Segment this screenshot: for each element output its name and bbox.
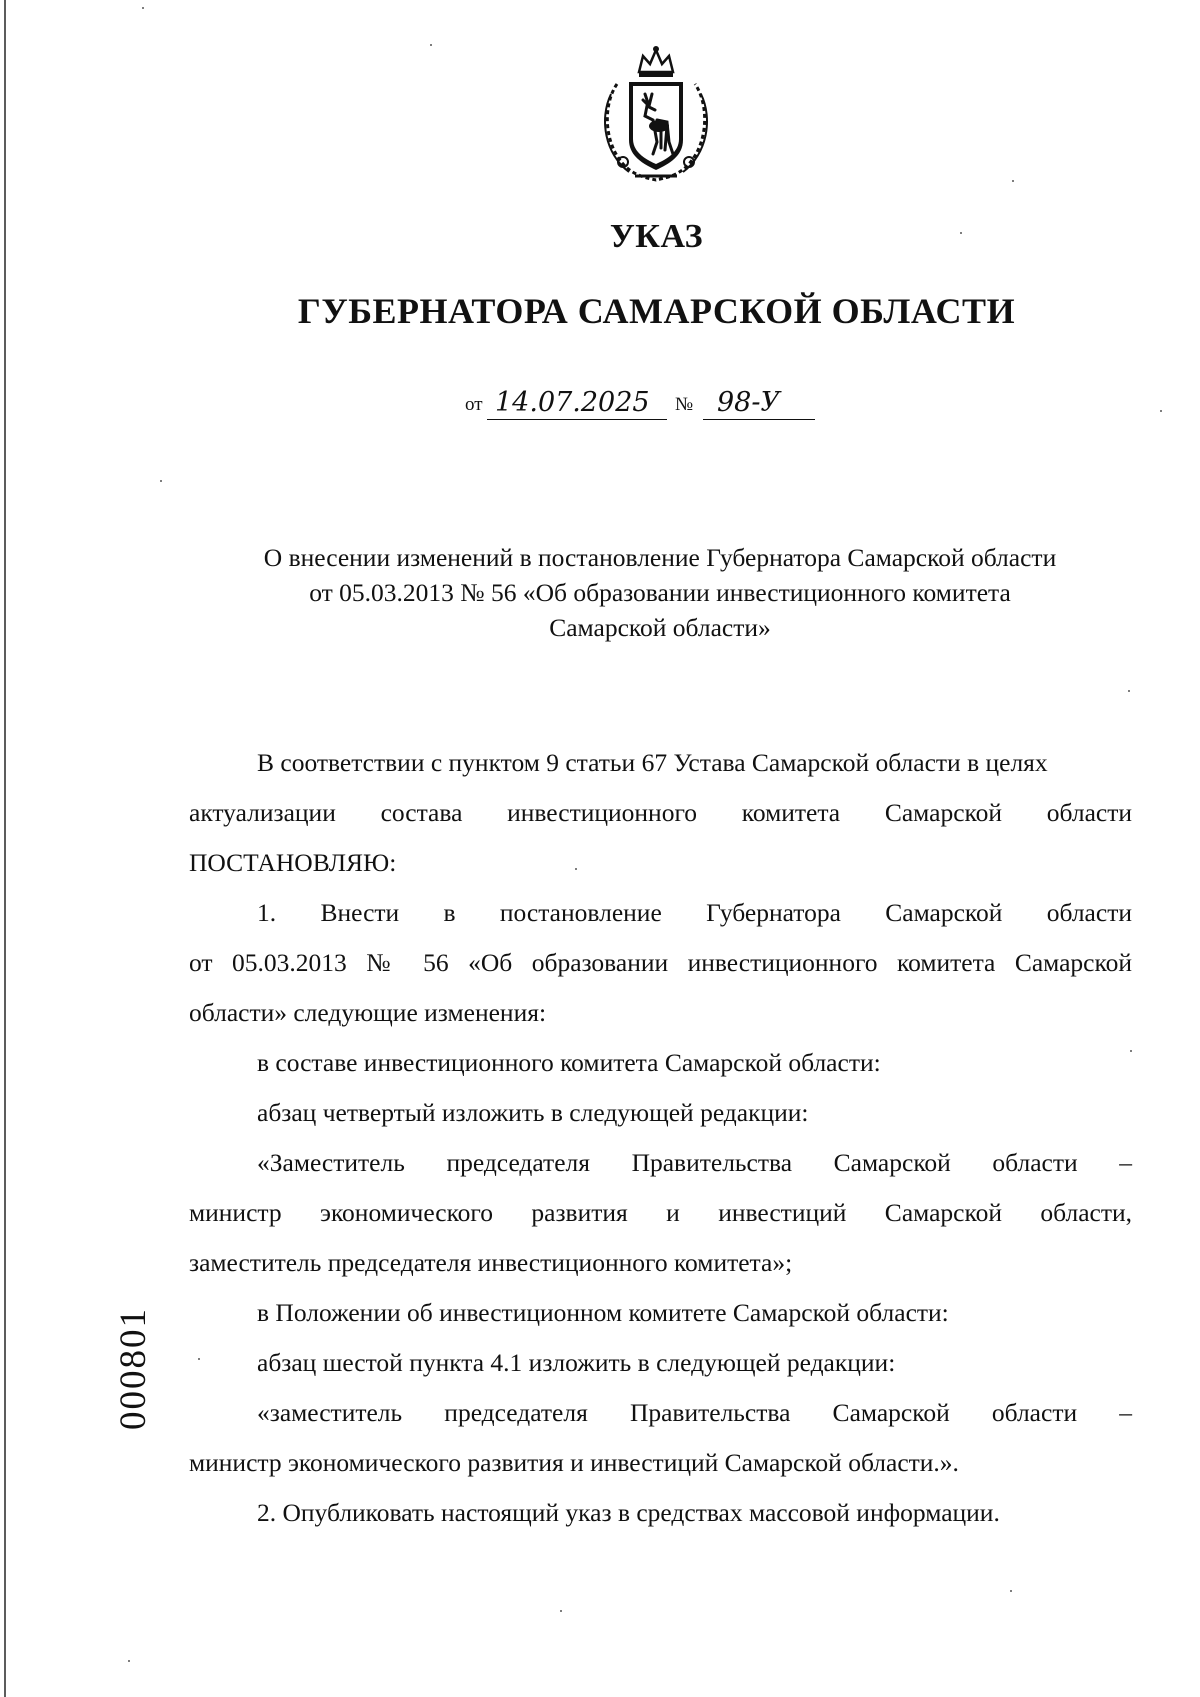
scan-speck <box>1160 410 1162 412</box>
scan-speck <box>142 7 144 9</box>
handwritten-number: 98-У <box>717 387 780 418</box>
body-line: актуализации состава инвестиционного комитета Самарской области <box>189 798 1132 827</box>
body-line: в Положении об инвестиционном комитете Самарской области: <box>257 1298 949 1327</box>
scan-speck <box>1130 1050 1132 1052</box>
body-line: «заместитель председателя Правительства Самарской области – <box>257 1398 1132 1427</box>
body-line: 1. Внести в постановление Губернатора Самарской области <box>257 898 1132 927</box>
number-label: № <box>675 394 694 415</box>
body-line: министр экономического развития и инвестиций Самарской области.». <box>189 1448 959 1477</box>
scan-speck <box>960 232 962 234</box>
serial-number: 000801 <box>113 1307 154 1430</box>
body-line: 2. Опубликовать настоящий указ в средствах массовой информации. <box>257 1498 1000 1527</box>
body-line: В соответствии с пунктом 9 статьи 67 Устава Самарской области в целях <box>257 748 1048 777</box>
body-line: от 05.03.2013 № 56 «Об образовании инвестиционного комитета Самарской <box>189 948 1132 977</box>
body-line: абзац шестой пункта 4.1 изложить в следующей редакции: <box>257 1348 896 1377</box>
handwritten-date: 14.07.2025 <box>495 387 650 418</box>
samara-coat-of-arms-icon <box>595 44 717 184</box>
scan-speck <box>128 1660 130 1662</box>
date-number-line <box>465 382 865 422</box>
body-line: области» следующие изменения: <box>189 998 547 1027</box>
body-line: абзац четвертый изложить в следующей редакции: <box>257 1098 809 1127</box>
document-subject <box>190 540 1130 645</box>
number-underline <box>703 419 815 420</box>
scan-speck <box>560 1610 562 1612</box>
subject-line: Самарской области» <box>549 613 771 642</box>
scan-speck <box>198 1358 200 1360</box>
body-line: «Заместитель председателя Правительства Самарской области – <box>257 1148 1132 1177</box>
scan-speck <box>1012 180 1014 182</box>
scan-speck <box>1128 690 1130 692</box>
body-line: в составе инвестиционного комитета Самарской области: <box>257 1048 881 1077</box>
issuer-title: ГУБЕРНАТОРА САМАРСКОЙ ОБЛАСТИ <box>297 291 1016 331</box>
from-label: от <box>465 394 483 415</box>
body-line: ПОСТАНОВЛЯЮ: <box>189 848 397 877</box>
subject-line: от 05.03.2013 № 56 «Об образовании инвестиционного комитета <box>309 578 1011 607</box>
document-body <box>189 738 1132 1538</box>
body-line: министр экономического развития и инвестиций Самарской области, <box>189 1198 1132 1227</box>
document-type-title: УКАЗ <box>609 218 704 255</box>
scan-speck <box>575 868 577 870</box>
scan-speck <box>430 44 432 46</box>
scan-speck <box>1010 1590 1012 1592</box>
body-line: заместитель председателя инвестиционного комитета»; <box>189 1248 793 1277</box>
date-underline <box>487 419 667 420</box>
scan-speck <box>160 480 162 482</box>
subject-line: О внесении изменений в постановление Губернатора Самарской области <box>263 543 1057 572</box>
